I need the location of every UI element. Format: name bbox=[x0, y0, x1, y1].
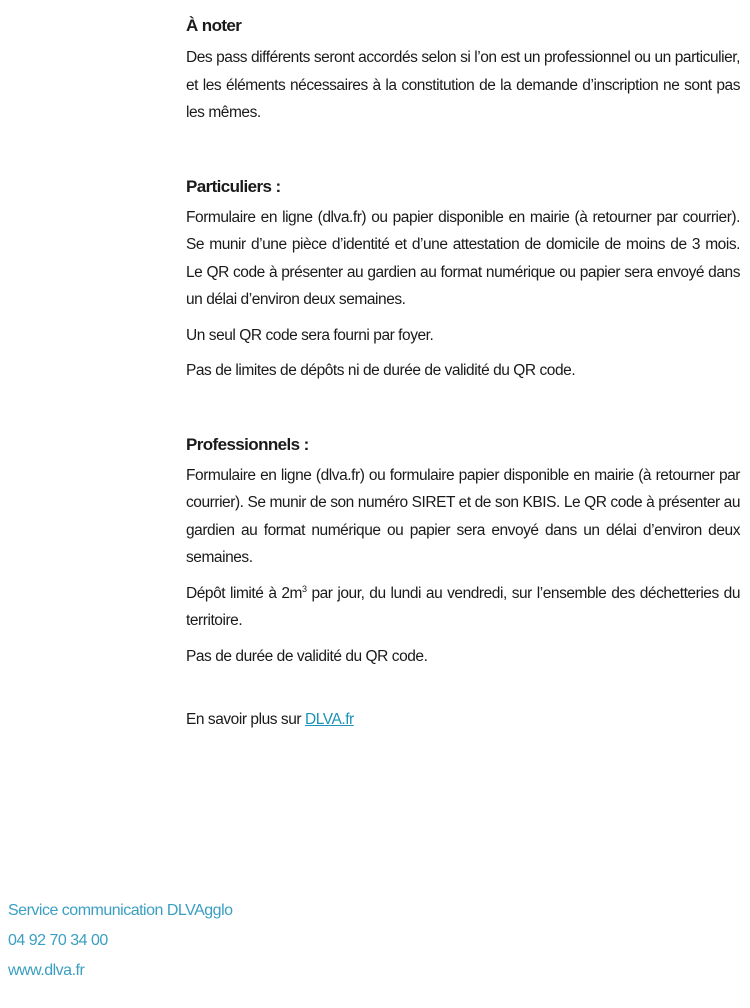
professionnels-paragraph-3: Pas de durée de validité du QR code. bbox=[186, 647, 428, 665]
professionnels-section bbox=[186, 433, 740, 671]
particuliers-section bbox=[186, 175, 740, 385]
particuliers-paragraph-3: Pas de limites de dépôts ni de durée de validité du QR code. bbox=[186, 362, 576, 379]
professionnels-heading: Professionnels : bbox=[186, 434, 309, 454]
learn-more-line bbox=[186, 706, 740, 734]
professionnels-paragraph-2 bbox=[186, 580, 740, 635]
footer-website: www.dlva.fr bbox=[8, 962, 85, 979]
notes-text: Des pass différents seront accordés selon si l’on est un professionnel ou un particulier, et les éléments nécessaires à la constitution de la demande d’inscription ne sont pas les mêmes. bbox=[186, 49, 740, 121]
footer-contact bbox=[8, 896, 233, 986]
dlva-link[interactable]: DLVA.fr bbox=[304, 711, 354, 728]
deposit-limit-text: Dépôt limité à 2m bbox=[186, 584, 303, 602]
footer-service: Service communication DLVAgglo bbox=[8, 902, 233, 919]
particuliers-paragraph-2: Un seul QR code sera fourni par foyer. bbox=[186, 326, 434, 344]
particuliers-heading: Particuliers : bbox=[186, 176, 281, 196]
professionnels-paragraph-1: Formulaire en ligne (dlva.fr) ou formulaire papier disponible en mairie (à retourner par courrier). Se munir de son numéro SIRET et de son KBIS. Le QR code à présenter au gardien au format numérique ou papier sera envoyé dans un délai d’environ deux semaines. bbox=[186, 466, 740, 566]
notes-section bbox=[186, 14, 740, 127]
learn-more-prefix: En savoir plus sur bbox=[186, 711, 305, 728]
particuliers-paragraph-1: Formulaire en ligne (dlva.fr) ou papier disponible en mairie (à retourner par courrier). Se munir d’une pièce d’identité et d’une attestation de domicile de moins de 3 mois. Le QR code à présenter au gardien au format numérique ou papier sera envoyé dans un délai d’environ deux semaines. bbox=[186, 208, 740, 308]
article-body bbox=[186, 14, 740, 734]
footer-phone: 04 92 70 34 00 bbox=[8, 932, 108, 949]
notes-heading: À noter bbox=[186, 16, 242, 35]
cubic-superscript: 3 bbox=[302, 583, 307, 594]
deposit-limit-rest: par jour, du lundi au vendredi, sur l’ensemble des déchetteries du territoire. bbox=[186, 584, 740, 629]
